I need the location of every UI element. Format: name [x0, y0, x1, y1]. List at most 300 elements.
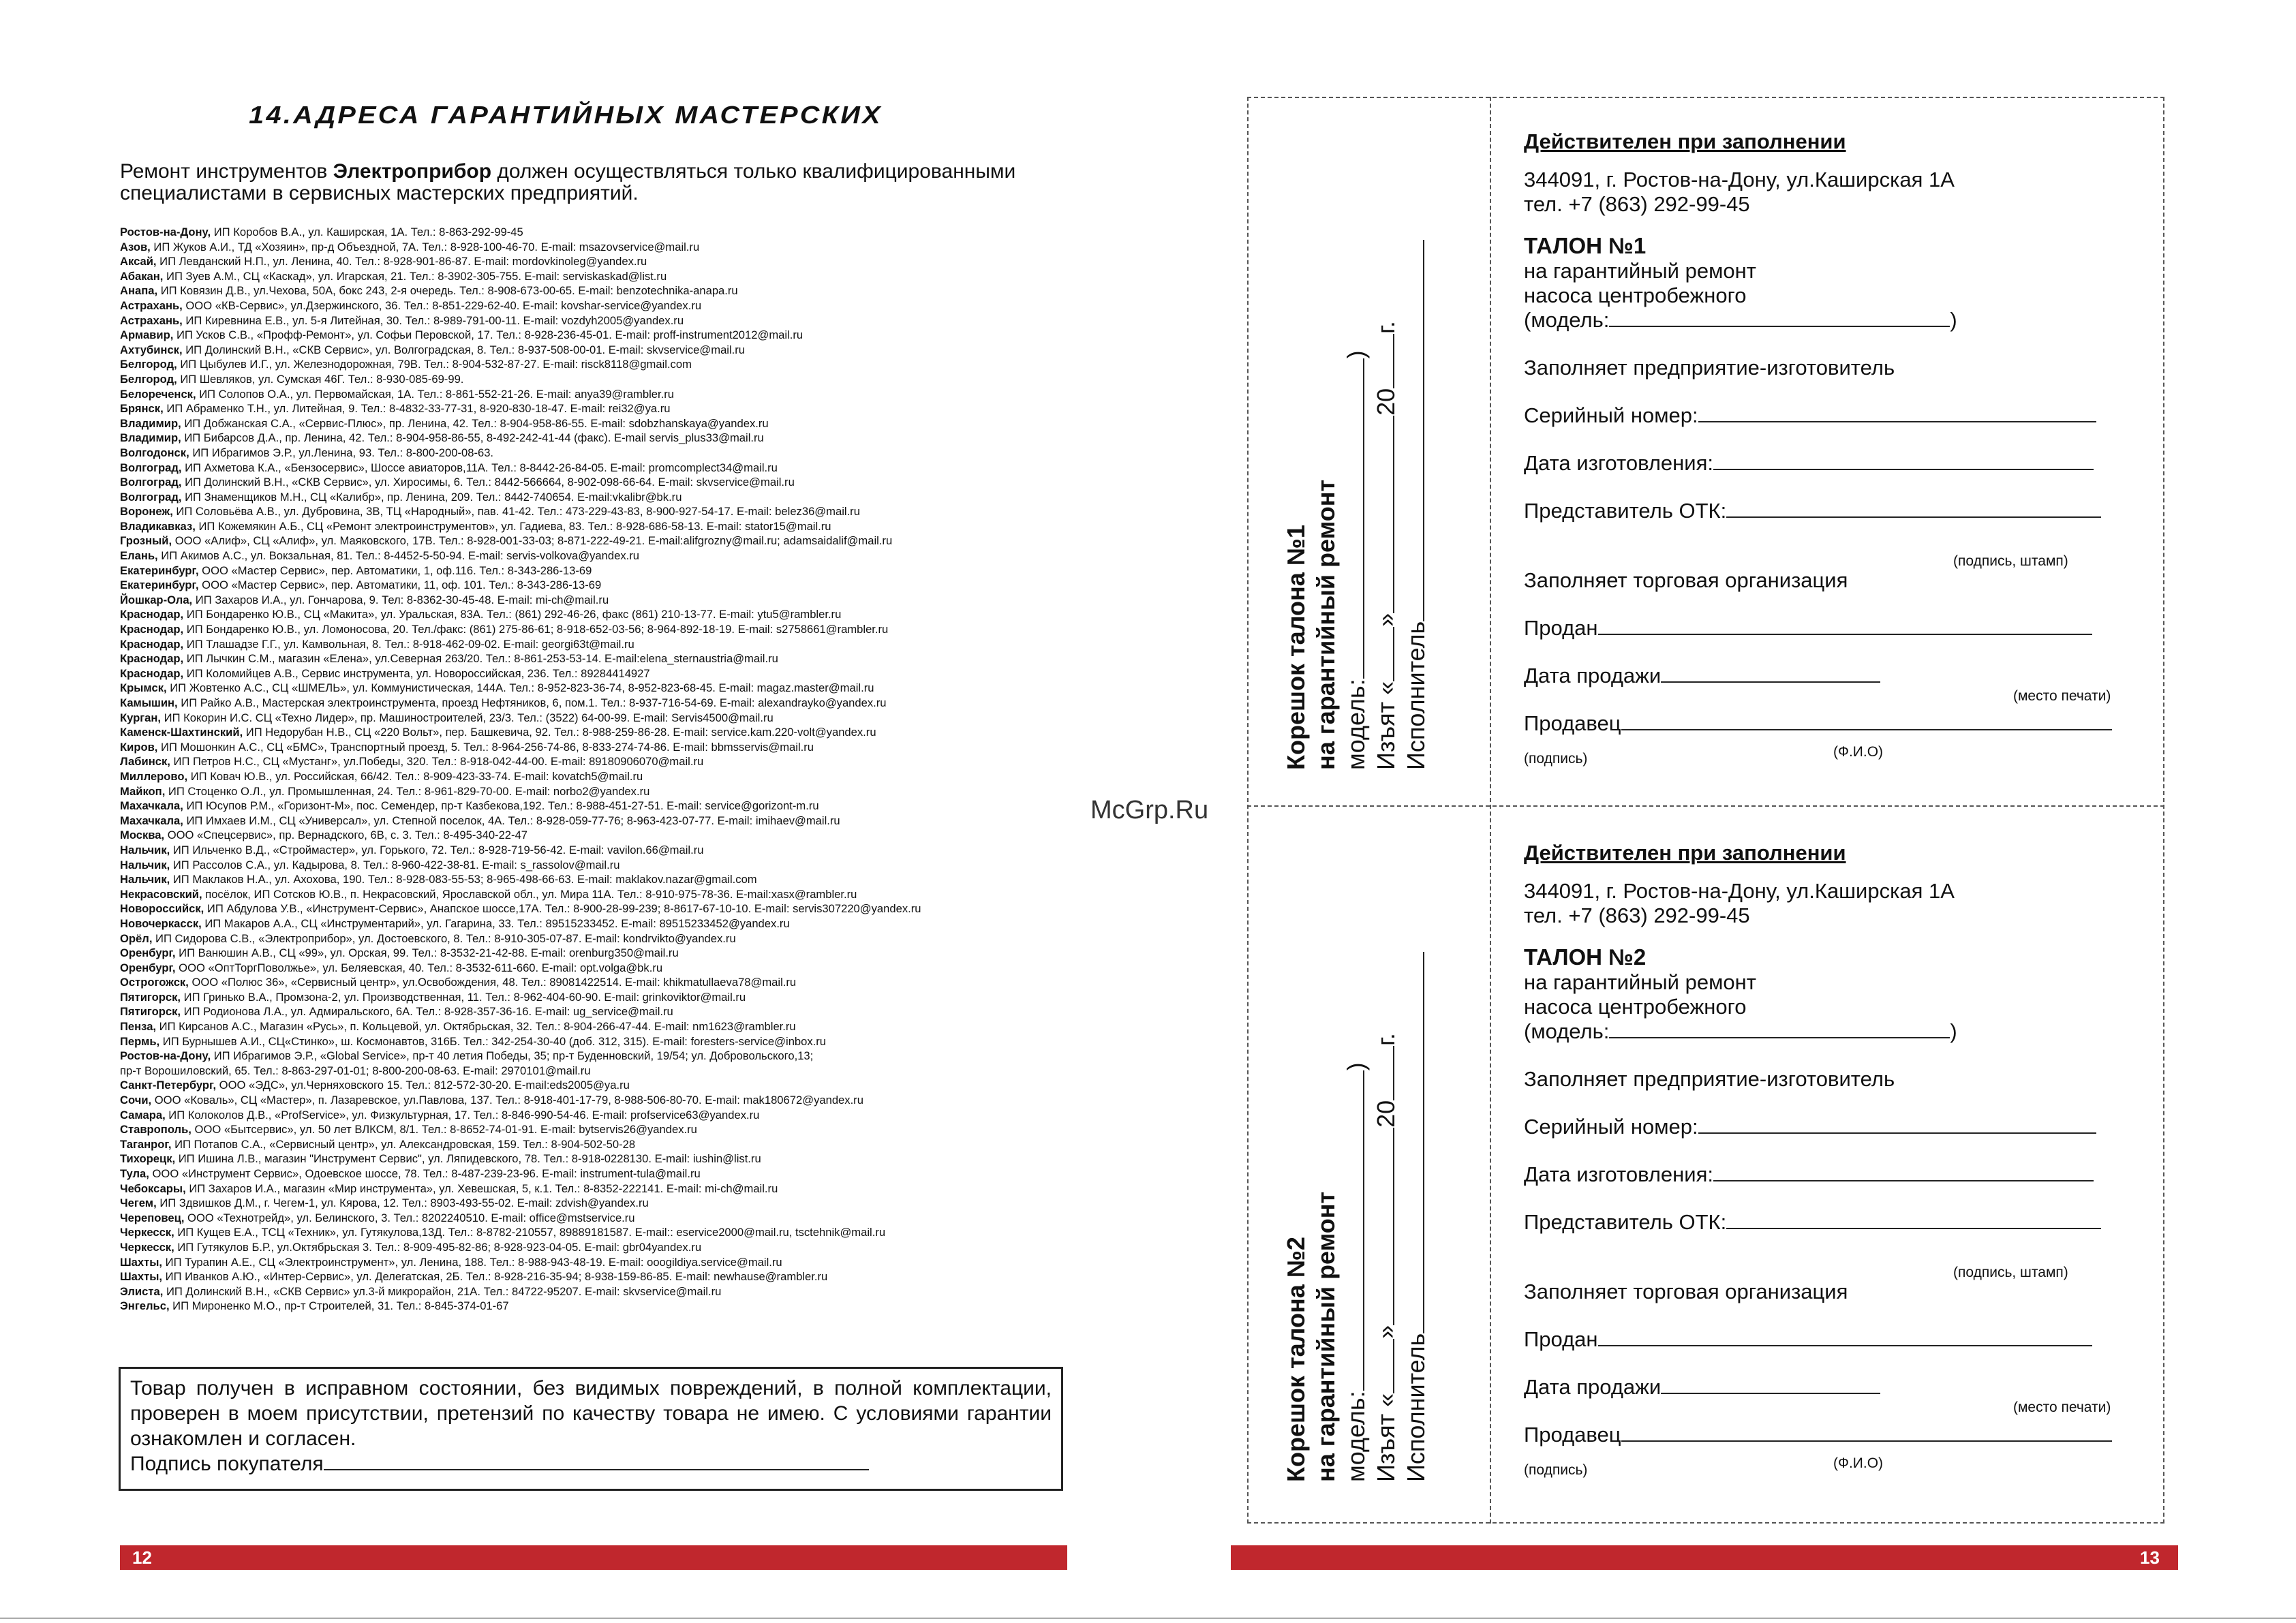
stub-year-field[interactable]: [1373, 1046, 1394, 1100]
service-center-item: [120, 1284, 1095, 1299]
service-city: Череповец,: [120, 1211, 185, 1224]
coupon-address: 344091, г. Ростов-на-Дону, ул.Каширская 1А: [1524, 168, 1955, 191]
stub-day-field[interactable]: [1373, 1339, 1394, 1393]
intro-pre: Ремонт инструментов: [120, 160, 333, 183]
service-city: Черкесск,: [120, 1240, 174, 1254]
service-city: Таганрог,: [120, 1137, 172, 1151]
service-details: ИП Соловьёва А.В., ул. Дубровина, 3В, ТЦ «Народный», пав. 41-42. Тел.: 473-229-43-83, 8-900-927-54-17. E-mail: belez36@mail.ru: [172, 505, 860, 519]
service-center-item: [120, 593, 1095, 608]
service-center-item: [120, 622, 1095, 637]
service-center-item: [120, 563, 1095, 578]
coupon-body: [1524, 835, 2124, 1489]
stub-executor-field[interactable]: [1403, 240, 1424, 621]
stub-removed-mid: »: [1372, 1325, 1400, 1339]
coupon-otk-row: [1524, 499, 2101, 523]
service-city: Волгоград,: [120, 476, 182, 489]
service-details: ИП Юсупов Р.М., «Горизонт-М», пос. Семендер, пр-т Казбекова,192. Тел.: 8-988-451-27-51. E-mail: service@gorizont-m.ru: [183, 799, 819, 813]
stub-model-row: модель:): [1342, 1062, 1370, 1482]
service-city: Крымск,: [120, 681, 167, 695]
coupon-talon-title: ТАЛОН №1: [1524, 233, 1647, 258]
service-city: Волгодонск,: [120, 446, 189, 459]
coupon-model-field[interactable]: [1609, 308, 1950, 327]
service-details: ИП Потапов С.А., «Сервисный центр», ул. Александровская, 159. Тел.: 8-904-502-50-28: [171, 1137, 636, 1151]
service-details: ИП Стоценко О.Л., ул. Промышленная, 24. Тел.: 8-961-829-70-00. E-mail: norbo2@yandex.ru: [165, 784, 650, 798]
coupon-saledate-row: [1524, 664, 1880, 688]
service-city: Пятигорск,: [120, 990, 181, 1004]
stub-removed-label: Изъят «: [1372, 681, 1400, 770]
service-city: Елань,: [120, 549, 158, 563]
service-city: Владимир,: [120, 416, 181, 430]
service-details: ИП Маклаков Н.А., ул. Ахохова, 190. Тел.: 8-928-083-55-53; 8-965-498-66-63. E-mail: maklakov.nazar@gmail.com: [170, 873, 757, 886]
service-details: ООО «ЭДС», ул.Черняховского 15. Тел.: 812-572-30-20. E-mail:eds2005@ya.ru: [216, 1079, 630, 1092]
service-details: ООО «Мастер Сервис», пер. Автоматики, 11, оф. 101. Тел.: 8-343-286-13-69: [198, 578, 602, 592]
service-city: Екатеринбург,: [120, 578, 199, 592]
coupon-body: [1524, 124, 2124, 778]
service-details: ИП Бурнышев А.И., СЦ«Стинко», ш. Космонавтов, 316Б. Тел.: 342-254-30-40 (доб. 312, 315). E-mail: foresters-service@inbox.ru: [159, 1034, 827, 1048]
service-details: ИП Коробов В.А., ул. Каширская, 1А. Тел.: 8-863-292-99-45: [211, 226, 523, 238]
service-city: Энгельс,: [120, 1299, 170, 1313]
right-footer-bar: [1231, 1545, 2178, 1570]
coupon-seller-label: Продавец: [1524, 711, 1621, 735]
coupon-stub: [1281, 801, 1493, 1482]
stub-year-suffix: г.: [1372, 1033, 1400, 1046]
service-center-item: [120, 269, 1095, 284]
service-details: ИП Ковач Ю.В., ул. Российская, 66/42. Тел.: 8-909-423-33-74. E-mail: kovatch5@mail.ru: [187, 769, 643, 783]
service-center-item: [120, 1225, 1095, 1240]
receipt-signature-line[interactable]: [324, 1451, 869, 1470]
service-center-item: [120, 740, 1095, 755]
service-details: ИП Ибрагимов Э.Р., ул.Ленина, 93. Тел.: 8-800-200-08-63.: [189, 446, 494, 459]
service-center-item: [120, 637, 1095, 652]
coupon-sign-stamp-note: (подпись, штамп): [1953, 553, 2068, 569]
service-center-item: [120, 651, 1095, 666]
coupon-seller-label: Продавец: [1524, 1423, 1621, 1447]
service-city: Пенза,: [120, 1020, 157, 1034]
coupon-sold-label: Продан: [1524, 616, 1598, 640]
coupon-mfgdate-field[interactable]: [1713, 1162, 2094, 1181]
service-details: ИП Жовтенко А.С., СЦ «ШМЕЛЬ», ул. Коммунистическая, 144А. Тел.: 8-952-823-36-74, 8-952-823-68-45. E-mail: magaz.master@mail.ru: [166, 681, 874, 695]
service-city: Краснодар,: [120, 608, 184, 621]
service-details: ИП Мироненко М.О., пр-т Строителей, 31. Тел.: 8-845-374-01-67: [169, 1299, 509, 1313]
service-details: ООО «Инструмент Сервис», Одоевское шоссе, 78. Тел.: 8-487-239-23-96. E-mail: instrument-tula@mail.ru: [149, 1167, 701, 1180]
service-center-item: [120, 696, 1095, 711]
coupon-model-close: ): [1950, 308, 1957, 332]
service-center-item: [120, 814, 1095, 829]
coupon-otk-field[interactable]: [1726, 1210, 2101, 1229]
service-center-item: [120, 931, 1095, 946]
stub-subtitle: на гарантийный ремонт: [1312, 1191, 1340, 1482]
coupon-serial-field[interactable]: [1698, 403, 2096, 422]
service-details: ИП Долинский В.Н., «СКВ Сервис», ул. Хиросимы, 6. Тел.: 8442-566664, 8-902-098-66-64. E-mail: skvservice@mail.ru: [181, 476, 795, 489]
service-city: Некрасовский,: [120, 887, 202, 901]
service-details: ИП Бибарсов Д.А., пр. Ленина, 42. Тел.: 8-904-958-86-55, 8-492-242-41-44 (факс). E-mail servis_plus33@mail.ru: [181, 431, 764, 445]
service-city: Тихорецк,: [120, 1152, 176, 1166]
service-center-item: [120, 1151, 1095, 1166]
service-city: Грозный,: [120, 534, 172, 548]
service-city: Камышин,: [120, 696, 178, 709]
service-details: ИП Ванюшин А.В., СЦ «99», ул. Орская, 99. Тел.: 8-3532-21-42-88. E-mail: orenburg350@mail.ru: [175, 946, 679, 960]
service-city: Ростов-на-Дону,: [120, 226, 211, 238]
service-center-item: [120, 372, 1095, 387]
service-details: ИП Абдулова У.В., «Инструмент-Сервис», Анапское шоссе,17А. Тел.: 8-900-28-99-239; 8-8617-67-10-10. E-mail: servis307220@yandex.ru: [204, 902, 921, 916]
service-center-item: [120, 401, 1095, 416]
service-city: Владимир,: [120, 431, 181, 445]
coupon-mfgdate-row: [1524, 1162, 2094, 1187]
service-center-item: [120, 254, 1095, 269]
service-details: ИП Бондаренко Ю.В., СЦ «Макита», ул. Уральская, 83А. Тел.: (861) 292-46-26, факс (861) 210-13-77. E-mail: ytu5@rambler.ru: [183, 608, 842, 621]
service-details: ИП Ковязин Д.В., ул.Чехова, 50А, бокс 243, 2-я очередь. Тел.: 8-908-673-00-65. E-mail: benzotechnika-anapa.ru: [157, 284, 738, 298]
service-city: Самара,: [120, 1108, 166, 1122]
service-details: ИП Иванков А.Ю., «Интер-Сервис», ул. Делегатская, 2Б. Тел.: 8-928-216-35-94; 8-938-159-86-85. E-mail: newhause@rambler.ru: [162, 1270, 828, 1284]
service-center-item: [120, 1137, 1095, 1152]
service-city: Краснодар,: [120, 652, 184, 666]
stub-executor-row: [1401, 801, 1431, 1482]
service-center-item: [120, 1108, 1095, 1123]
service-details: ИП Акимов А.С., ул. Вокзальная, 81. Тел.: 8-4452-5-50-94. E-mail: servis-volkova@yandex.ru: [157, 549, 639, 563]
service-center-item: [120, 858, 1095, 873]
service-center-item: [120, 1181, 1095, 1196]
coupon-mfgdate-row: [1524, 451, 2094, 476]
service-city: Абакан,: [120, 269, 164, 283]
coupon-serial-row: [1524, 1115, 2096, 1139]
service-center-item: [120, 534, 1095, 548]
service-details: ИП Лычкин С.М., магазин «Елена», ул.Северная 263/20. Тел.: 8-861-253-53-14. E-mail:elena_sternaustria@mail.ru: [183, 652, 778, 666]
service-city: Тула,: [120, 1167, 149, 1180]
coupon-sold-row: [1524, 1327, 2092, 1352]
service-center-item: [120, 504, 1095, 519]
service-city: Аксай,: [120, 255, 157, 268]
service-center-item: [120, 328, 1095, 343]
coupon-manufacturer-section: Заполняет предприятие-изготовитель: [1524, 356, 1895, 380]
service-city: Ростов-на-Дону,: [120, 1049, 211, 1063]
service-city: Махачкала,: [120, 814, 183, 827]
service-details: ООО «КВ-Сервис», ул.Дзержинского, 36. Тел.: 8-851-229-62-40. E-mail: kovshar-service@yandex.ru: [182, 298, 702, 312]
coupon-model-field[interactable]: [1609, 1019, 1950, 1038]
left-page-number: 12: [132, 1547, 152, 1568]
service-city: Пятигорск,: [120, 1005, 181, 1019]
stub-model-row: модель:): [1342, 350, 1370, 770]
service-details: ООО «Коваль», СЦ «Мастер», п. Лазаревское, ул.Павлова, 137. Тел.: 8-918-401-17-79, 8-988-506-80-70. E-mail: mak180672@yandex.ru: [151, 1094, 863, 1107]
service-center-item: [120, 887, 1095, 902]
service-city: Пермь,: [120, 1034, 160, 1048]
service-city: Нальчик,: [120, 858, 170, 871]
coupon-purpose-1: на гарантийный ремонт: [1524, 970, 1756, 994]
stub-title: Корешок талона №2: [1282, 1237, 1310, 1482]
coupon-seller-row: [1524, 711, 2112, 736]
page-title: 14.АДРЕСА ГАРАНТИЙНЫХ МАСТЕРСКИХ: [249, 101, 883, 129]
coupon-seller-field[interactable]: [1621, 711, 2112, 730]
service-details: ИП Добжанская С.А., «Сервис-Плюс», пр. Ленина, 42. Тел.: 8-904-958-86-55. E-mail: sdobzhanskaya@yandex.ru: [181, 416, 769, 430]
service-center-item: [120, 387, 1095, 402]
service-details: ИП Кожемякин А.Б., СЦ «Ремонт электроинструментов», ул. Гадиева, 83. Тел.: 8-928-686-58-13. E-mail: stator15@mail.ru: [195, 519, 831, 533]
coupon-otk-row: [1524, 1210, 2101, 1235]
receipt-statement-box: [119, 1367, 1063, 1491]
stub-executor-label: Исполнитель: [1402, 621, 1430, 770]
stub-title: Корешок талона №1: [1282, 525, 1310, 770]
coupon-signature-note: (подпись): [1524, 751, 1588, 767]
coupon-seller-field[interactable]: [1621, 1423, 2112, 1442]
service-city: Новочеркасск,: [120, 916, 202, 930]
service-center-item: [120, 607, 1095, 622]
service-center-item: [120, 946, 1095, 961]
service-center-item: [120, 475, 1095, 490]
service-center-item: [120, 828, 1095, 843]
service-details: ООО «ОптТоргПоволжье», ул. Беляевская, 40. Тел.: 8-3532-611-660. E-mail: opt.volga@bk.ru: [175, 961, 663, 974]
service-details: ООО «Бытсервис», ул. 50 лет ВЛКСМ, 8/1. Тел.: 8-8652-74-01-91. E-mail: bytservis26@yandex.ru: [191, 1123, 697, 1137]
page-bottom-edge: [0, 1618, 2296, 1619]
service-center-item: [120, 754, 1095, 769]
service-city: Владикавказ,: [120, 519, 196, 533]
stub-year-field[interactable]: [1373, 334, 1394, 388]
service-center-item: [120, 357, 1095, 372]
service-center-item: [120, 1211, 1095, 1226]
stub-model-field[interactable]: [1343, 358, 1364, 679]
service-centers-list: [120, 225, 1095, 1314]
service-center-item: [120, 1240, 1095, 1255]
coupon-serial-label: Серийный номер:: [1524, 403, 1698, 427]
coupon-model-close: ): [1950, 1019, 1957, 1043]
service-center-item: [120, 298, 1095, 313]
stub-model-label: модель:: [1342, 679, 1370, 770]
service-details: ИП Знаменщиков М.Н., СЦ «Калибр», пр. Ленина, 209. Тел.: 8442-740654. E-mail:vkalibr@bk.ru: [181, 490, 682, 504]
coupon-saledate-row: [1524, 1375, 1880, 1400]
service-center-item: [120, 313, 1095, 328]
service-center-item: [120, 548, 1095, 563]
service-city: Астрахань,: [120, 298, 183, 312]
service-center-item: [120, 799, 1095, 814]
stub-executor-label: Исполнитель: [1402, 1333, 1430, 1482]
coupon-otk-label: Представитель ОТК:: [1524, 499, 1727, 523]
service-center-item: [120, 975, 1095, 990]
service-details: ИП Ибрагимов Э.Р., «Global Service», пр-т 40 летия Победы, 35; пр-т Буденновский, 19/54; ул. Добровольского,13;: [211, 1049, 814, 1063]
coupon-phone: тел. +7 (863) 292-99-45: [1524, 192, 1750, 216]
service-details: ООО «Полюс 36», «Сервисный центр», ул.Освобождения, 48. Тел.: 89081422514. E-mail: khikmatullaeva78@mail.ru: [188, 976, 797, 989]
coupon-stub: [1281, 89, 1493, 770]
service-center-item: [120, 225, 1095, 240]
coupon-trade-org-section: Заполняет торговая организация: [1524, 568, 1848, 592]
service-center-item: [120, 666, 1095, 681]
stub-year-suffix: г.: [1372, 321, 1400, 334]
stub-month-field[interactable]: [1373, 416, 1394, 613]
coupon-phone: тел. +7 (863) 292-99-45: [1524, 903, 1750, 927]
service-details: ИП Кокорин И.С. СЦ «Техно Лидер», пр. Машиностроителей, 23/3. Тел.: (3522) 64-00-99. E-mail: Servis4500@mail.ru: [161, 711, 774, 724]
service-details: ИП Рассолов С.А., ул. Кадырова, 8. Тел.: 8-960-422-38-81. E-mail: s_rassolov@mail.ru: [170, 858, 620, 871]
coupon-valid-note: Действителен при заполнении: [1524, 841, 1846, 865]
service-city: Краснодар,: [120, 623, 184, 636]
stub-executor-row: [1401, 89, 1431, 770]
service-city: Ставрополь,: [120, 1123, 192, 1137]
coupon-model-label: (модель:: [1524, 1019, 1610, 1043]
stub-month-field[interactable]: [1373, 1128, 1394, 1325]
service-center-item: [120, 431, 1095, 446]
service-city: Шахты,: [120, 1270, 163, 1284]
intro-paragraph: [120, 161, 1088, 204]
service-center-item: [120, 240, 1095, 255]
coupon-saledate-label: Дата продажи: [1524, 1375, 1662, 1399]
service-city: Анапа,: [120, 284, 158, 298]
service-details: ИП Гринько В.А., Промзона-2, ул. Производственная, 11. Тел.: 8-962-404-60-90. E-mail: grinkoviktor@mail.ru: [181, 990, 746, 1004]
service-center-item: [120, 1093, 1095, 1108]
coupon-mfgdate-label: Дата изготовления:: [1524, 1162, 1713, 1186]
coupon-serial-row: [1524, 403, 2096, 428]
service-city: Каменск-Шахтинский,: [120, 726, 243, 739]
coupon-seal-place-note: (место печати): [2013, 1400, 2111, 1415]
service-city: Черкесск,: [120, 1226, 174, 1239]
coupon-valid-note: Действителен при заполнении: [1524, 129, 1846, 153]
right-page-number: 13: [2140, 1547, 2160, 1568]
service-city: Краснодар,: [120, 637, 184, 651]
coupon-mfgdate-label: Дата изготовления:: [1524, 451, 1713, 475]
service-details: ИП Родионова Л.А., ул. Адмиральского, 6А. Тел.: 8-928-357-36-16. E-mail: ug_service@mail.ru: [181, 1005, 673, 1019]
service-city: Екатеринбург,: [120, 563, 199, 577]
service-center-item: [120, 416, 1095, 431]
service-center-item: [120, 711, 1095, 726]
service-details: ИП Цыбулев И.Г., ул. Железнодорожная, 79В. Тел.: 8-904-532-87-27. E-mail: risck8118@gmail.com: [177, 358, 692, 371]
service-details: ИП Коломийцев А.В., Сервис инструмента, ул. Новороссийская, 236. Тел.: 89284414927: [183, 666, 650, 680]
service-details: ИП Недорубан Н.В., СЦ «220 Вольт», пер. Башкевича, 92. Тел.: 8-988-259-86-28. E-mail: service.kam.220-volt@yandex.ru: [243, 726, 876, 739]
service-city: Курган,: [120, 711, 162, 724]
service-city: Чебоксары,: [120, 1181, 186, 1195]
stub-day-field[interactable]: [1373, 627, 1394, 681]
service-center-item: [120, 461, 1095, 476]
service-center-item: [120, 1049, 1095, 1064]
service-center-item: [120, 1064, 1095, 1079]
stub-removed-label: Изъят «: [1372, 1393, 1400, 1482]
service-center-item: [120, 784, 1095, 799]
service-details: ИП Кущев Е.А., ТСЦ «Техник», ул. Гутякулова,13Д. Тел.: 8-8782-210557, 89889181587. E-mail:: eservice2000@mail.ru, tsctehnik@mail.ru: [174, 1226, 886, 1239]
service-city: Новороссийск,: [120, 902, 204, 916]
service-city: Москва,: [120, 829, 165, 842]
service-details: ИП Ахметова К.А., «Бензосервис», Шоссе авиаторов,11А. Тел.: 8-8442-26-84-05. E-mail: promcomplect34@mail.ru: [181, 461, 778, 474]
service-details: ИП Сидорова С.В., «Электроприбор», ул. Достоевского, 8. Тел.: 8-910-305-07-87. E-mail: kondrvikto@yandex.ru: [152, 931, 736, 945]
coupon-fio-note: (Ф.И.О): [1833, 744, 1884, 760]
receipt-signature-row: [130, 1451, 1052, 1477]
coupon-saledate-field[interactable]: [1661, 664, 1880, 683]
coupon-address: 344091, г. Ростов-на-Дону, ул.Каширская 1А: [1524, 879, 1955, 903]
stub-year-prefix: 20: [1372, 1100, 1400, 1128]
coupon-saledate-label: Дата продажи: [1524, 664, 1662, 687]
coupon-manufacturer-section: Заполняет предприятие-изготовитель: [1524, 1067, 1895, 1091]
coupon-serial-label: Серийный номер:: [1524, 1115, 1698, 1139]
service-details: ИП Турапин А.Е., СЦ «Электроинструмент», ул. Ленина, 188. Тел.: 8-988-943-48-19. E-mail: ooogildiya.service@mail.ru: [162, 1255, 782, 1269]
receipt-signature-label: Подпись покупателя: [130, 1453, 324, 1475]
service-city: Белгород,: [120, 358, 177, 371]
service-center-item: [120, 519, 1095, 534]
service-city: Ахтубинск,: [120, 343, 183, 356]
coupon-sold-row: [1524, 616, 2092, 640]
coupon-serial-field[interactable]: [1698, 1115, 2096, 1134]
service-details: ИП Макаров А.А., СЦ «Инструментарий», ул. Гагарина, 33. Тел.: 89515233452. E-mail: 89515233452@yandex.ru: [201, 916, 790, 930]
service-details: ИП Бондаренко Ю.В., ул. Ломоносова, 20. Тел./факс: (861) 275-86-61; 8-918-652-03-56; 8-964-892-18-19. E-mail: s2758661@rambler.ru: [183, 623, 889, 636]
stub-model-label: модель:: [1342, 1391, 1370, 1482]
service-city: Белгород,: [120, 372, 177, 386]
service-city: Шахты,: [120, 1255, 163, 1269]
service-details: ИП Кирсанов А.С., Магазин «Русь», п. Кольцевой, ул. Октябрьская, 32. Тел.: 8-904-266-47-44. E-mail: nm1623@rambler.ru: [156, 1020, 796, 1034]
coupon-model-label: (модель:: [1524, 308, 1610, 332]
service-city: Волгоград,: [120, 461, 182, 474]
service-center-item: [120, 1196, 1095, 1211]
service-center-item: [120, 1166, 1095, 1181]
service-details: ИП Жуков А.И., ТД «Хозяин», пр-д Объездной, 7А. Тел.: 8-928-100-46-70. E-mail: msazovservice@mail.ru: [150, 240, 700, 253]
service-city: Нальчик,: [120, 873, 170, 886]
stub-removed-row: [1371, 801, 1401, 1482]
coupon-otk-label: Представитель ОТК:: [1524, 1210, 1727, 1234]
service-city: Нальчик,: [120, 843, 170, 856]
service-details: ИП Ишина Л.В., магазин "Инструмент Сервис", ул. Ляпидевского, 78. Тел.: 8-918-0228130. E-mail: iushin@list.ru: [175, 1152, 761, 1166]
service-details: ИП Солопов О.А., ул. Первомайская, 1А. Тел.: 8-861-552-21-26. E-mail: anya39@rambler.ru: [196, 387, 674, 401]
service-details: ИП Долинский В.Н., «СКВ Сервис» ул.3-й микрорайон, 21А. Тел.: 84722-95207. E-mail: skvservice@mail.ru: [163, 1284, 722, 1298]
service-details: ООО «Технотрейд», ул. Белинского, 3. Тел.: 8202240510. E-mail: office@mstservice.ru: [184, 1211, 635, 1224]
stub-model-field[interactable]: [1343, 1070, 1364, 1391]
service-city: Брянск,: [120, 402, 164, 416]
intro-post: должен осуществляться только квалифицированными специалистами в сервисных мастерских предприятий.: [120, 160, 1016, 204]
service-details: ИП Мошонкин А.С., СЦ «БМС», Транспортный проезд, 5. Тел.: 8-964-256-74-86, 8-833-274-74-86. E-mail: bbmsservis@mail.ru: [157, 740, 814, 754]
service-details: ИП Тлашадзе Г.Г., ул. Камвольная, 8. Тел.: 8-918-462-09-02. E-mail: georgi63t@mail.ru: [183, 637, 634, 651]
service-details: ИП Левданский Н.П., ул. Ленина, 40. Тел.: 8-928-901-86-87. E-mail: mordovkinoleg@yandex.ru: [156, 255, 647, 268]
stub-removed-mid: »: [1372, 613, 1400, 627]
stub-executor-field[interactable]: [1403, 952, 1424, 1333]
service-city: Лабинск,: [120, 755, 170, 769]
coupon-trade-org-section: Заполняет торговая организация: [1524, 1280, 1848, 1303]
service-center-item: [120, 578, 1095, 593]
service-city: Азов,: [120, 240, 151, 253]
coupon-model-row: [1524, 1019, 1957, 1044]
coupon-sold-field[interactable]: [1598, 616, 2092, 635]
coupon-saledate-field[interactable]: [1661, 1375, 1880, 1394]
service-center-item: [120, 990, 1095, 1005]
service-details: ООО «Мастер Сервис», пер. Автоматики, 1, оф.116. Тел.: 8-343-286-13-69: [198, 563, 592, 577]
stub-subtitle: на гарантийный ремонт: [1312, 479, 1340, 770]
service-center-item: [120, 490, 1095, 505]
service-city: Киров,: [120, 740, 158, 754]
service-details: ИП Ильченко В.Д., «Строймастер», ул. Горького, 72. Тел.: 8-928-719-56-42. E-mail: vavilon.66@mail.ru: [170, 843, 704, 856]
service-details: ООО «Спецсервис», пр. Вернадского, 6В, с. 3. Тел.: 8-495-340-22-47: [164, 829, 528, 842]
service-city: Краснодар,: [120, 666, 184, 680]
service-city: Оренбург,: [120, 946, 176, 960]
service-details: посёлок, ИП Сотсков Ю.В., п. Некрасовский, Ярославской обл., ул. Мира 11А. Тел.: 8-910-975-78-36. E-mail:xasx@rambler.ru: [202, 887, 857, 901]
stub-year-prefix: 20: [1372, 388, 1400, 416]
coupon-otk-field[interactable]: [1726, 499, 2101, 518]
coupon-model-row: [1524, 308, 1957, 333]
service-center-item: [120, 681, 1095, 696]
service-center-item: [120, 901, 1095, 916]
coupon-purpose-2: насоса центробежного: [1524, 995, 1747, 1019]
service-center-item: [120, 916, 1095, 931]
coupon-seller-row: [1524, 1423, 2112, 1447]
service-details: ИП Захаров И.А., ул. Гончарова, 9. Тел: 8-8362-30-45-48. E-mail: mi-ch@mail.ru: [192, 593, 609, 606]
service-center-item: [120, 1078, 1095, 1093]
watermark: McGrp.Ru: [1090, 796, 1209, 824]
service-center-item: [120, 872, 1095, 887]
service-city: Майкоп,: [120, 784, 166, 798]
service-city: Махачкала,: [120, 799, 183, 813]
service-details: ИП Петров Н.С., СЦ «Мустанг», ул.Победы, 320. Тел.: 8-918-042-44-00. E-mail: 89180906070@mail.ru: [170, 755, 704, 769]
service-center-item: [120, 1034, 1095, 1049]
service-city: Йошкар-Ола,: [120, 593, 193, 606]
service-details: ИП Имхаев И.М., СЦ «Универсал», ул. Степной поселок, 4А. Тел.: 8-928-059-77-76; 8-963-423-07-77. E-mail: imihaev@mail.ru: [183, 814, 840, 827]
service-center-item: [120, 961, 1095, 976]
service-city: Сочи,: [120, 1094, 152, 1107]
service-details: ИП Усков С.В., «Профф-Ремонт», ул. Софьи Перовской, 17. Тел.: 8-928-236-45-01. E-mail: proff-instrument2012@mail.ru: [173, 328, 803, 342]
coupon-sold-field[interactable]: [1598, 1327, 2092, 1346]
service-city: Санкт-Петербург,: [120, 1079, 217, 1092]
service-city: Острогожск,: [120, 976, 189, 989]
coupon-fio-note: (Ф.И.О): [1833, 1455, 1884, 1471]
service-details: ИП Шевляков, ул. Сумская 46Г. Тел.: 8-930-085-69-99.: [177, 372, 464, 386]
coupon-mfgdate-field[interactable]: [1713, 451, 2094, 470]
intro-brand: Электроприбор: [333, 160, 492, 183]
coupon-signature-note: (подпись): [1524, 1462, 1588, 1478]
